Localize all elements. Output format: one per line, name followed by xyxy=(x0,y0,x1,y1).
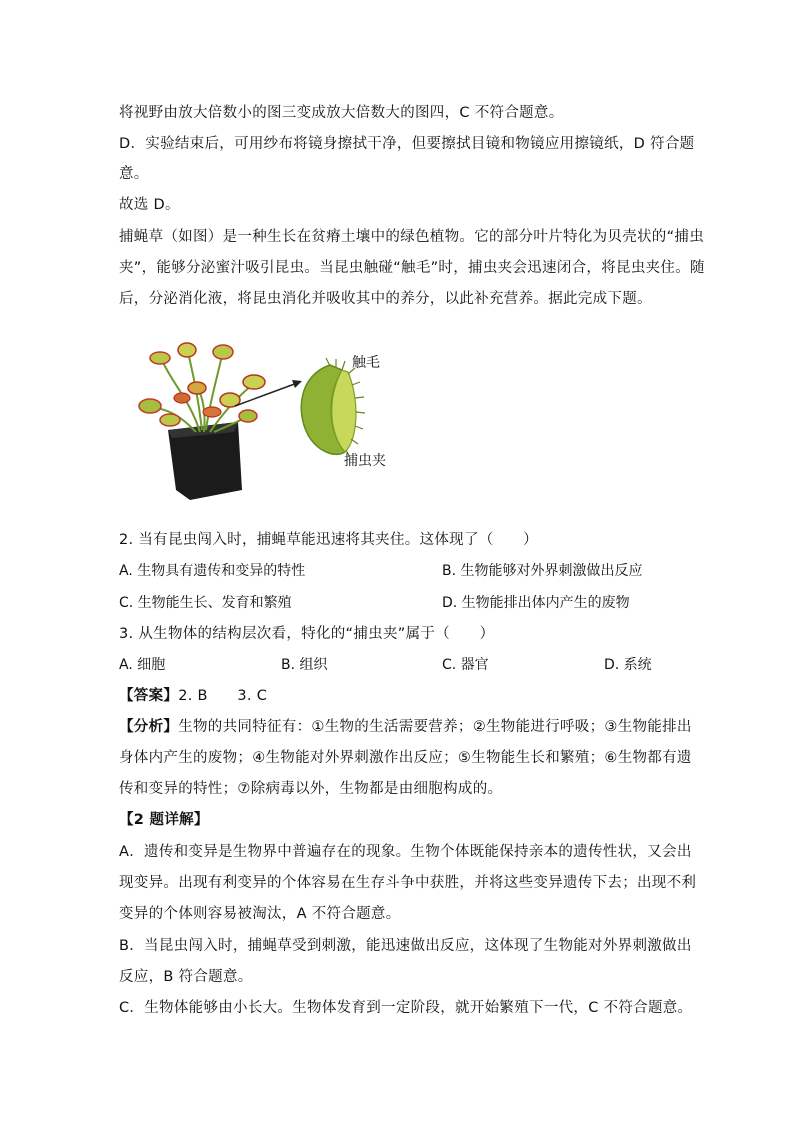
answer-text: 2. B 3. C xyxy=(178,688,268,704)
label-trap: 捕虫夹 xyxy=(344,453,386,469)
detail-line: 反应，B 符合题意。 xyxy=(119,969,253,985)
q2-option-d: D. 生物能排出体内产生的废物 xyxy=(442,595,630,611)
venus-flytrap-figure xyxy=(130,340,400,505)
detail-line: 变异的个体则容易被淘汰，A 不符合题意。 xyxy=(119,906,401,922)
analysis-text: 生物的共同特征有：①生物的生活需要营养；②生物能进行呼吸；③生物能排出 xyxy=(178,719,692,735)
analysis-tag: 【分析】 xyxy=(119,719,179,735)
paragraph-line: 意。 xyxy=(119,166,149,182)
trap-cluster xyxy=(139,343,265,426)
q3-option-b: B. 组织 xyxy=(281,657,328,673)
paragraph-line: 故选 D。 xyxy=(119,197,180,213)
q3-option-c: C. 器官 xyxy=(442,657,489,673)
label-trigger-hair: 触毛 xyxy=(352,355,380,371)
q2-option-b: B. 生物能够对外界刺激做出反应 xyxy=(442,563,643,579)
detail-tag: 【2 题详解】 xyxy=(119,812,209,828)
paragraph-line: 后，分泌消化液，将昆虫消化并吸收其中的养分，以此补充营养。据此完成下题。 xyxy=(119,291,652,307)
q2-option-a: A. 生物具有遗传和变异的特性 xyxy=(119,563,306,579)
paragraph-line: 捕蝇草（如图）是一种生长在贫瘠土壤中的绿色植物。它的部分叶片特化为贝壳状的“捕虫 xyxy=(119,229,705,245)
detail-line: 现变异。出现有利变异的个体容易在生存斗争中获胜，并将这些变异遗传下去；出现不利 xyxy=(119,875,697,891)
answer-tag: 【答案】 xyxy=(119,688,179,704)
enlarged-trap xyxy=(301,358,365,457)
analysis-line xyxy=(119,717,692,737)
question-2-stem: 2. 当有昆虫闯入时，捕蝇草能迅速将其夹住。这体现了（ ） xyxy=(119,532,538,548)
q2-option-c: C. 生物能生长、发育和繁殖 xyxy=(119,595,292,611)
paragraph-line: 夹”，能够分泌蜜汁吸引昆虫。当昆虫触碰“触毛”时，捕虫夹会迅速闭合，将昆虫夹住。随 xyxy=(119,260,705,276)
question-3-stem: 3. 从生物体的结构层次看，特化的“捕虫夹”属于（ ） xyxy=(119,626,495,642)
analysis-line: 传和变异的特性；⑦除病毒以外，生物都是由细胞构成的。 xyxy=(119,781,503,797)
detail-line: B．当昆虫闯入时，捕蝇草受到刺激，能迅速做出反应，这体现了生物能对外界刺激做出 xyxy=(119,938,692,954)
q3-option-a: A. 细胞 xyxy=(119,657,166,673)
paragraph-line: D．实验结束后，可用纱布将镜身擦拭干净，但要擦拭目镜和物镜应用擦镜纸，D 符合题 xyxy=(119,136,695,152)
detail-line: A．遗传和变异是生物界中普遍存在的现象。生物个体既能保持亲本的遗传性状，又会出 xyxy=(119,844,692,860)
q3-option-d: D. 系统 xyxy=(604,657,652,673)
detail-line: C．生物体能够由小长大。生物体发育到一定阶段，就开始繁殖下一代，C 不符合题意。 xyxy=(119,1000,693,1016)
answer-line xyxy=(119,686,267,706)
paragraph-line: 将视野由放大倍数小的图三变成放大倍数大的图四，C 不符合题意。 xyxy=(119,105,564,121)
analysis-line: 身体内产生的废物；④生物能对外界刺激作出反应；⑤生物能生长和繁殖；⑥生物都有遗 xyxy=(119,750,692,766)
